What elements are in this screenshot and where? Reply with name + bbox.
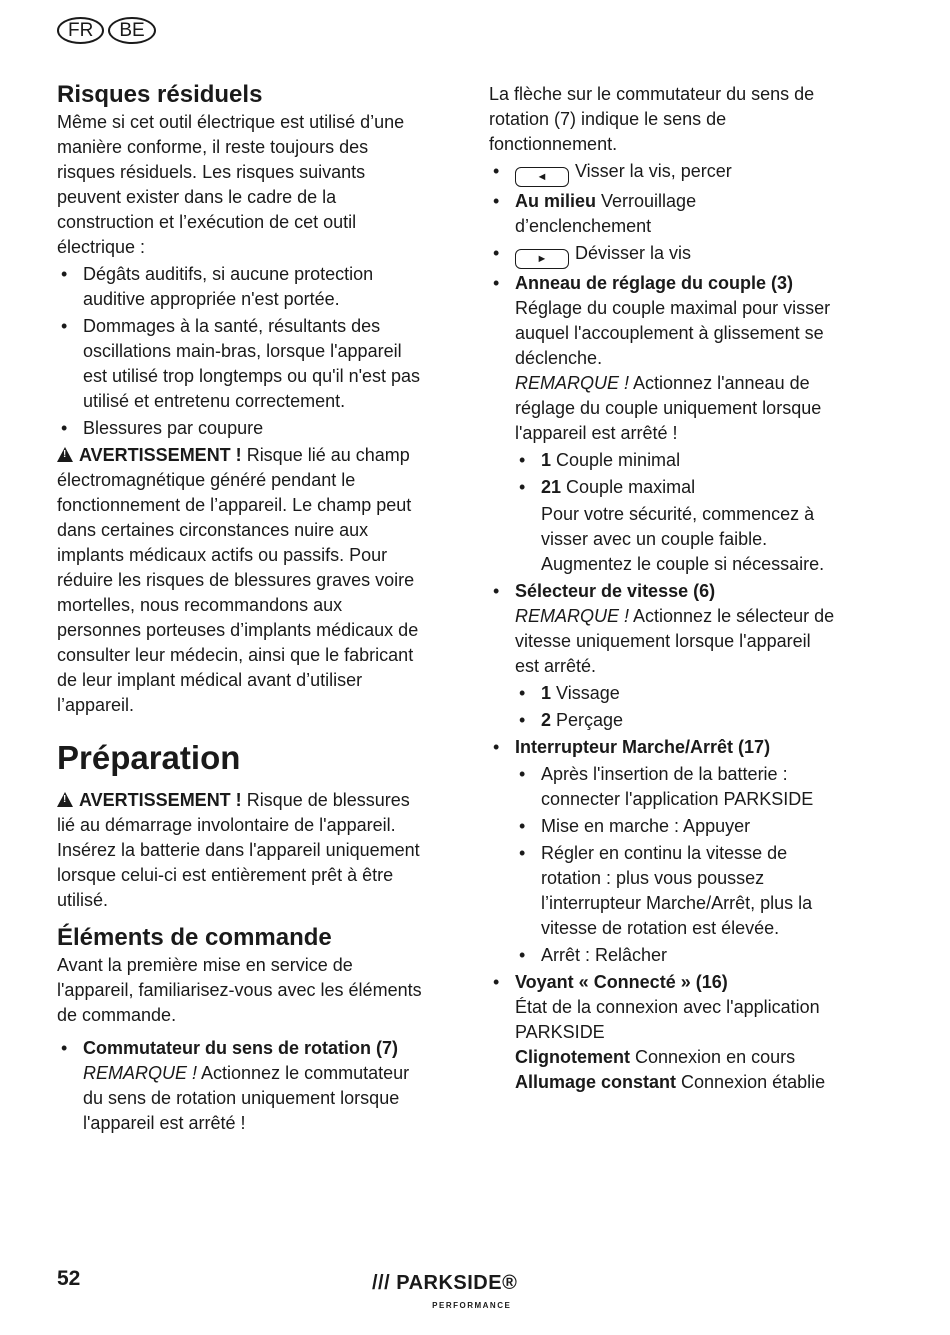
list-item (489, 189, 837, 239)
list-item-torque (489, 271, 837, 577)
list-item (515, 681, 837, 706)
constant-text: Connexion établie (676, 1072, 826, 1092)
list-item-led (489, 970, 837, 1095)
warning-text: Risque de blessures lié au démarrage involontaire de l'appareil. Insérez la batterie dans l'appareil uniquement lorsque celui-ci est entièrement prêt à être utilisé. (57, 790, 420, 910)
item-text: Vissage (551, 683, 620, 703)
note-label: REMARQUE ! (515, 373, 630, 393)
risks-list (57, 262, 427, 441)
risks-intro: Même si cet outil électrique est utilisé d’une manière conforme, il reste toujours des risques résiduels. Les risques suivants peuvent exister dans le cadre de la construction et l’exécution de cet outil électrique : (57, 112, 405, 257)
item-bold: 1 (541, 683, 552, 703)
list-item: • Dommages à la santé, résultants des oscillations main-bras, lorsque l'appareil est utilisé trop longtemps ou qu'il n'est pas utilisé et entretenu correctement. (57, 314, 427, 414)
list-item-speed (489, 579, 837, 733)
torque-list (515, 448, 837, 500)
controls-intro: Avant la première mise en service de l'appareil, familiarisez-vous avec les éléments de commande. (57, 955, 422, 1025)
list-item (489, 159, 837, 187)
list-item: • Dégâts auditifs, si aucune protection auditive appropriée n'est portée. (57, 262, 427, 312)
controls-heading: Éléments de commande (57, 924, 332, 951)
logo-sub: PERFORMANCE (432, 1301, 512, 1310)
item-text: Dévisser la vis (575, 243, 692, 263)
item-text: Verrouillage d’enclenchement (515, 191, 697, 236)
right-column (489, 80, 837, 1097)
list-item: • Blessures par coupure (57, 416, 427, 441)
item-bold: 1 (541, 450, 552, 470)
country-badges (57, 17, 156, 44)
list-item-switch (489, 735, 837, 968)
torque-tip: Pour votre sécurité, commencez à visser avec un couple faible. Augmentez le couple si nécessaire. (541, 504, 825, 574)
note-text: Actionnez le sélecteur de vitesse uniquement lorsque l'appareil est arrêté. (515, 606, 835, 676)
item-bold: Au milieu (515, 191, 597, 211)
item-title: Anneau de réglage du couple (3) (515, 273, 794, 293)
arrow-left-icon: ◄ (515, 167, 569, 187)
list-item: • Régler en continu la vitesse de rotation : plus vous poussez l’interrupteur Marche/Arrêt, plus la vitesse de rotation est élevée. (515, 841, 837, 941)
constant-label: Allumage constant (515, 1072, 677, 1092)
list-item (57, 1036, 427, 1136)
switch-list (515, 762, 837, 968)
warning-label: AVERTISSEMENT ! (79, 445, 242, 465)
list-item: • Après l'insertion de la batterie : connecter l'application PARKSIDE (515, 762, 837, 812)
warning-icon (57, 447, 73, 462)
controls-list-cont (489, 271, 837, 1095)
speed-list (515, 681, 837, 733)
warning-label: AVERTISSEMENT ! (79, 790, 242, 810)
list-item (489, 241, 837, 269)
item-text: Perçage (551, 710, 624, 730)
preparation-heading: Préparation (57, 739, 241, 776)
list-item: • Mise en marche : Appuyer (515, 814, 837, 839)
risks-heading: Risques résiduels (57, 81, 263, 108)
note-text: Actionnez le commutateur du sens de rotation uniquement lorsque l'appareil est arrêté ! (83, 1063, 410, 1133)
logo-main: /// PARKSIDE® (372, 1272, 518, 1294)
item-text: Couple maximal (561, 477, 696, 497)
item-desc: État de la connexion avec l'application PARKSIDE (515, 997, 820, 1042)
blink-text: Connexion en cours (630, 1047, 796, 1067)
item-text: Visser la vis, percer (575, 161, 732, 181)
badge-fr: FR (57, 17, 104, 44)
arrow-right-icon: ► (515, 249, 569, 269)
parkside-logo (372, 1273, 517, 1318)
item-bold: 21 (541, 477, 562, 497)
item-bold: 2 (541, 710, 552, 730)
left-column (57, 80, 427, 1138)
note-label: REMARQUE ! (515, 606, 630, 626)
rotation-list (489, 159, 837, 269)
page-number: 52 (57, 1267, 81, 1290)
list-item (515, 475, 837, 500)
list-item: • Arrêt : Relâcher (515, 943, 837, 968)
warning-icon (57, 792, 73, 807)
warning-text: Risque lié au champ électromagnétique généré pendant le fonctionnement de l’appareil. Le champ peut dans certaines circonstances nuire aux implants médicaux actifs ou passifs. Pour réduire les risques de blessures graves voire mortelles, nous recommandons aux personnes porteuses d’implants médicaux de consulter leur médecin, ainsi que le fabricant de leur implant médical avant d’utiliser l’appareil. (57, 445, 419, 715)
item-text: Couple minimal (551, 450, 681, 470)
list-item (515, 708, 837, 733)
warning-startup (57, 788, 427, 913)
warning-emf (57, 443, 427, 718)
item-title: Sélecteur de vitesse (6) (515, 581, 716, 601)
rotation-arrow-text: La flèche sur le commutateur du sens de rotation (7) indique le sens de fonctionnement. (489, 84, 815, 154)
list-item (515, 448, 837, 473)
controls-list (57, 1036, 427, 1136)
item-desc: Réglage du couple maximal pour visser auquel l'accouplement à glissement se déclenche. (515, 298, 831, 368)
item-title: Voyant « Connecté » (16) (515, 972, 728, 992)
badge-be: BE (108, 17, 155, 44)
item-title: Commutateur du sens de rotation (7) (83, 1038, 399, 1058)
item-title: Interrupteur Marche/Arrêt (17) (515, 737, 771, 757)
blink-label: Clignotement (515, 1047, 630, 1067)
note-text: Actionnez l'anneau de réglage du couple uniquement lorsque l'appareil est arrêté ! (515, 373, 822, 443)
note-label: REMARQUE ! (83, 1063, 198, 1083)
